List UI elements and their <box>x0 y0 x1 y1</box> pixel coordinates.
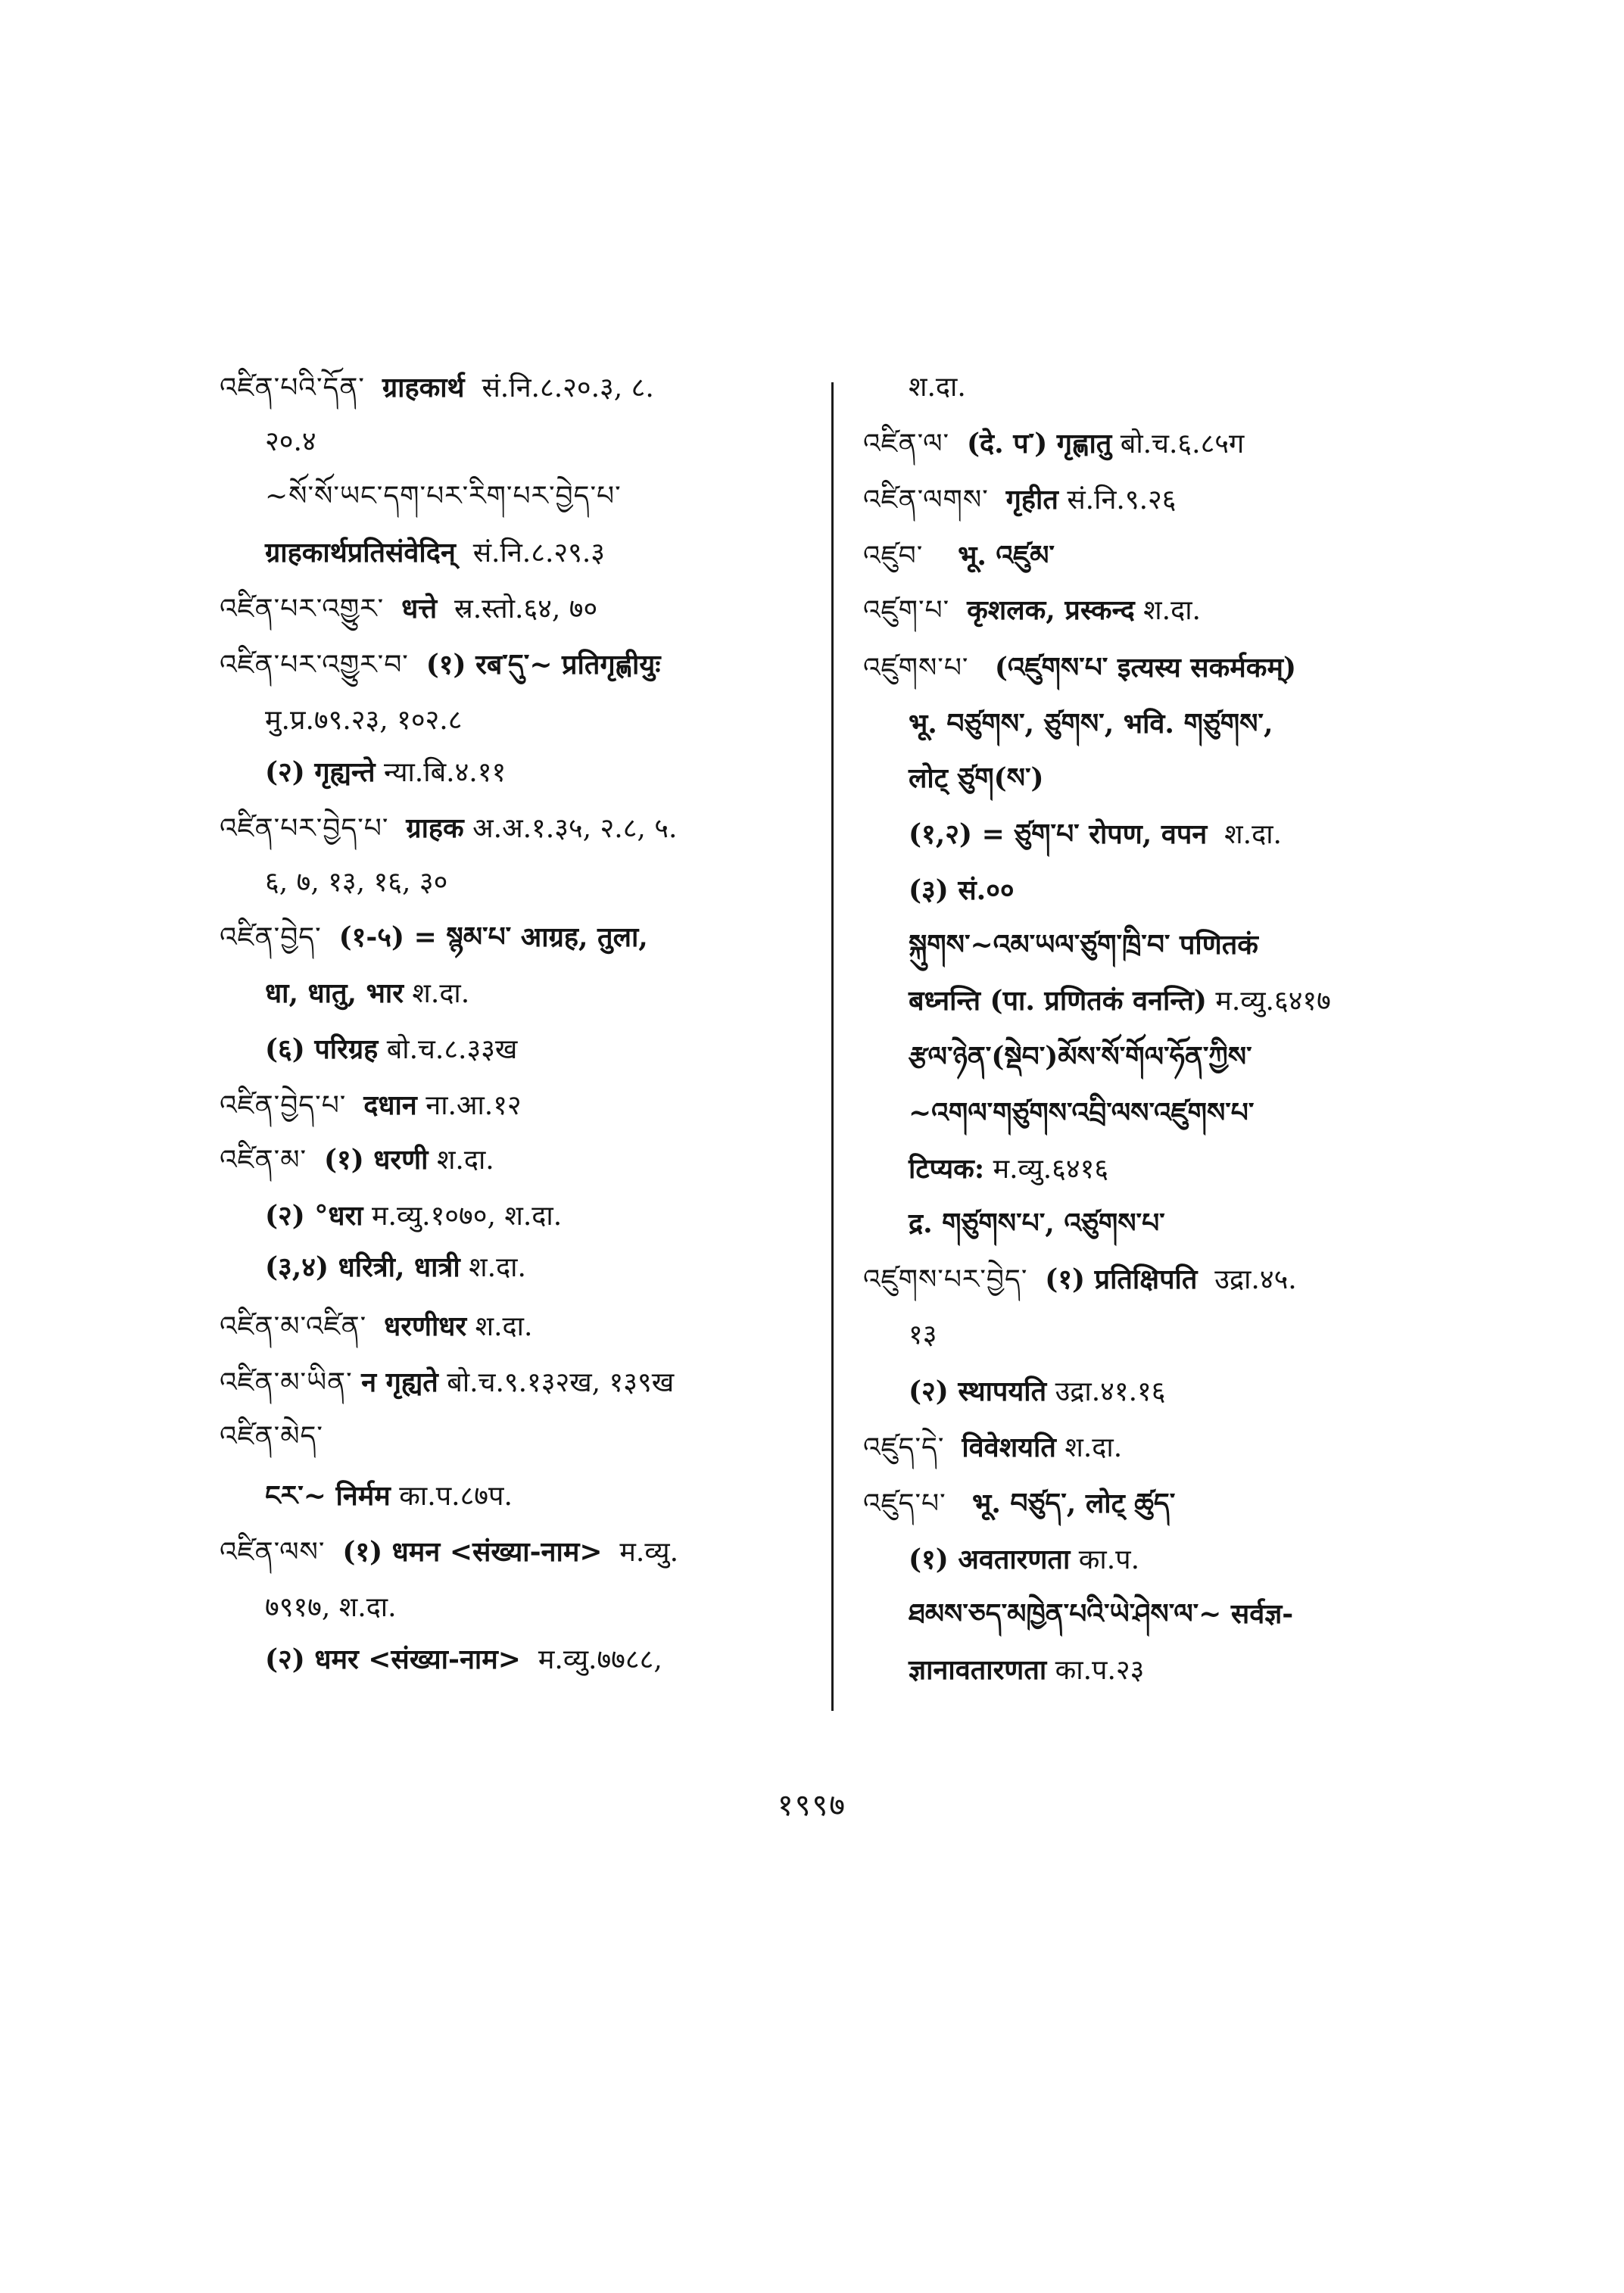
entry-gloss: (१-५) = སྙམ་པ་ आग्रह, तुला, <box>338 921 648 953</box>
entry-headword: འཛུབ་ <box>863 541 924 572</box>
entry-line <box>220 1199 562 1237</box>
entry-reference: १३ <box>909 1319 937 1351</box>
entry-gloss: न गृह्यते <box>361 1366 438 1398</box>
entry-reference: श.दा. <box>1224 819 1282 850</box>
entry-line <box>220 480 622 518</box>
entry-headword: འཛིན་མ་འཛིན་ <box>220 1311 367 1342</box>
entry-gloss: (འཛུགས་པ་ इत्यस्य सकर्मकम्) <box>994 652 1297 684</box>
entry-gloss: टिप्यक: <box>909 1153 985 1185</box>
entry-line <box>863 371 966 409</box>
entry-subhead: ~སོ་སོ་ཡང་དག་པར་རིག་པར་བྱེད་པ་ <box>265 481 622 512</box>
entry-gloss: धत्ते <box>401 593 438 625</box>
entry-line <box>863 594 1201 631</box>
entry-gloss: རྩལ་ཉེན་(སྡེབ་)མོས་སོ་གོལ་ཧོན་ཀྱིས་ <box>909 1041 1252 1073</box>
entry-gloss: (२) धमर <संख्या-नाम> <box>265 1643 521 1675</box>
entry-headword: འཛིན་བྱེད་ <box>220 922 322 953</box>
entry-gloss: (३,४) धरित्री, धात्री <box>265 1251 460 1283</box>
entry-line <box>863 762 1044 799</box>
entry-line <box>220 1591 397 1629</box>
entry-line <box>220 1089 522 1126</box>
column-divider <box>831 382 834 1711</box>
entry-gloss: ग्राहकार्थप्रतिसंवेदिन् <box>265 537 456 569</box>
entry-line <box>220 371 654 409</box>
entry-reference: सं.नि.८.२९.३ <box>472 537 606 569</box>
entry-reference: ६, ७, १३, १६, ३० <box>265 867 448 898</box>
entry-gloss: (२) स्थापयति <box>909 1375 1047 1407</box>
entry-line <box>220 1479 513 1517</box>
entry-headword: འཛིན་པར་བྱེད་པ་ <box>220 813 389 844</box>
entry-gloss: སྐུགས་~འམ་ཡལ་ཙུག་ཁྲི་བ་ पणितकं <box>909 929 1258 961</box>
entry-line <box>863 539 1055 577</box>
entry-gloss: दधान <box>363 1089 417 1121</box>
entry-reference: का.प.२३ <box>1055 1655 1145 1686</box>
entry-gloss: ཐམས་ཅད་མཁྱེན་པའི་ཡེ་ཤེས་ལ་~ सर्वज्ञ- <box>909 1598 1294 1630</box>
entry-gloss: लोट् ཙུག(ས་) <box>909 762 1044 794</box>
entry-line <box>863 818 1282 855</box>
entry-headword: འཛིན་ལས་ <box>220 1537 326 1568</box>
entry-reference: मु.प्र.७९.२३, १०२.८ <box>265 705 463 736</box>
entry-headword: འཛིན་མ་ <box>220 1145 307 1176</box>
entry-reference: सं.नि.९.२६ <box>1067 484 1177 516</box>
entry-line <box>863 483 1176 521</box>
entry-line <box>863 874 1015 911</box>
entry-line <box>863 984 1331 1022</box>
entry-reference: म.व्यु. <box>619 1537 679 1568</box>
entry-reference: म.व्यु.१०७०, श.दा. <box>371 1201 563 1232</box>
entry-line <box>220 1366 674 1404</box>
page-number: १९९७ <box>777 1788 847 1823</box>
entry-headword: འཛིན་ལགས་ <box>863 484 989 516</box>
entry-gloss: (१) धमन <संख्या-नाम> <box>342 1536 603 1568</box>
entry-gloss: ངར་~ निर्मम <box>265 1480 391 1512</box>
entry-line <box>220 1420 323 1458</box>
entry-reference: श.दा. <box>412 978 470 1009</box>
entry-gloss: (३) सं.०० <box>909 874 1015 906</box>
entry-reference: श.दा. <box>1064 1432 1123 1463</box>
entry-line <box>863 1096 1254 1134</box>
entry-headword: འཛུག་པ་ <box>863 595 950 626</box>
entry-headword: འཛིན་མེད་ <box>220 1421 323 1452</box>
entry-headword: འཛུད་པ་ <box>863 1488 946 1519</box>
entry-gloss: (दे. प་) गृह्णातु <box>967 428 1112 460</box>
entry-headword: འཛུགས་པ་ <box>863 653 969 684</box>
entry-line <box>220 536 605 574</box>
entry-headword: འཛིན་པའི་དོན་ <box>220 372 365 403</box>
entry-line <box>220 921 648 958</box>
entry-gloss: धा, धातु, भार <box>265 977 404 1009</box>
entry-gloss: बध्नन्ति (पा. प्रणितकं वनन्ति) <box>909 985 1207 1017</box>
entry-line <box>220 425 316 463</box>
entry-line <box>220 1643 662 1681</box>
entry-reference: स्र.स्तो.६४, ७० <box>454 594 598 625</box>
entry-line <box>220 1033 517 1070</box>
entry-reference: न्या.बि.४.११ <box>383 757 507 788</box>
entry-reference: सं.नि.८.२०.३, ८. <box>482 372 654 403</box>
entry-gloss: (२) °धरा <box>265 1200 363 1232</box>
entry-gloss: ग्राहक <box>406 812 464 844</box>
entry-line <box>220 1535 678 1573</box>
entry-headword: འཛུད་དེ་ <box>863 1432 945 1463</box>
entry-gloss: भू. འཛུམ་ <box>958 540 1055 572</box>
entry-line <box>220 704 462 742</box>
entry-headword: འཛུགས་པར་བྱེད་ <box>863 1264 1028 1295</box>
entry-line <box>863 1375 1166 1413</box>
entry-reference: अ.अ.१.३५, २.८, ५. <box>472 813 678 844</box>
entry-headword: འཛིན་མ་ཡིན་ <box>220 1367 353 1398</box>
entry-line <box>863 928 1258 966</box>
entry-gloss: (६) परिग्रह <box>265 1033 379 1065</box>
entry-line <box>220 1143 494 1181</box>
entry-line <box>220 977 469 1014</box>
entry-reference: म.व्यु.६४१६ <box>993 1154 1109 1185</box>
entry-line <box>863 707 1273 745</box>
entry-gloss: भू. བཙུད་, लोट् ཚུད་ <box>972 1488 1176 1519</box>
entry-gloss: गृहीत <box>1005 484 1058 516</box>
entry-reference: श.दा. <box>1143 595 1201 626</box>
entry-reference: बो.च.९.१३२ख, १३९ख <box>447 1367 675 1398</box>
entry-line <box>863 1207 1165 1245</box>
entry-gloss: ग्राहकार्थ <box>382 372 465 403</box>
entry-line <box>863 1152 1108 1190</box>
entry-line <box>220 756 506 793</box>
entry-line <box>863 1543 1139 1581</box>
entry-reference: म.व्यु.६४१७ <box>1215 986 1331 1017</box>
entry-headword: འཛིན་པར་འགྱུར་ <box>220 594 385 625</box>
entry-gloss: (१) अवतारणता <box>909 1544 1071 1575</box>
entry-reference: ना.आ.१२ <box>425 1090 522 1121</box>
entry-line <box>220 812 677 849</box>
entry-line <box>863 1319 937 1357</box>
entry-reference: श.दा. <box>469 1252 526 1283</box>
entry-headword: འཛིན་པར་འགྱུར་བ་ <box>220 650 409 681</box>
entry-line <box>863 1653 1144 1691</box>
entry-line <box>220 1310 532 1347</box>
entry-gloss: कृशलक, प्रस्कन्द <box>967 594 1135 626</box>
entry-headword: འཛིན་ལ་ <box>863 428 950 460</box>
entry-reference: श.दा. <box>475 1311 533 1342</box>
entry-line <box>220 592 597 630</box>
entry-gloss: (१) रब་དུ་~ प्रतिगृह्णीयुः <box>425 649 661 681</box>
entry-reference: का.प.८७प. <box>399 1481 513 1512</box>
entry-line <box>863 1597 1293 1635</box>
entry-line <box>863 427 1244 465</box>
entry-line <box>863 1487 1175 1525</box>
entry-line <box>863 1431 1122 1469</box>
entry-reference: का.प. <box>1078 1544 1140 1575</box>
entry-line <box>220 1251 526 1288</box>
entry-reference: बो.च.८.३३ख <box>386 1034 518 1065</box>
entry-line <box>220 866 447 904</box>
entry-gloss: ज्ञानावतारणता <box>909 1654 1047 1686</box>
entry-reference: श.दा. <box>909 372 966 403</box>
entry-gloss: ~འགལ་གཙུགས་འབྲི་ལས་འཛུགས་པ་ <box>909 1097 1255 1129</box>
entry-gloss: विवेशयति <box>962 1432 1056 1463</box>
entry-gloss: (१,२) = ཙུག་པ་ रोपण, वपन <box>909 818 1208 850</box>
entry-reference: श.दा. <box>436 1145 494 1176</box>
entry-reference: उद्रा.४५. <box>1214 1264 1297 1295</box>
entry-gloss: भू. བཙུགས་, ཙུགས་, भवि. གཙུགས་, <box>909 708 1273 740</box>
entry-reference: बो.च.६.८५ग <box>1120 428 1245 460</box>
entry-gloss: (१) धरणी <box>323 1144 429 1176</box>
entry-line <box>863 651 1296 689</box>
entry-gloss: (२) गृह्यन्ते <box>265 756 376 788</box>
entry-reference: ७९१७, श.दा. <box>265 1592 397 1623</box>
entry-line <box>220 648 661 686</box>
entry-gloss: द्र. གཙུགས་པ་, འཙུགས་པ་ <box>909 1207 1165 1239</box>
entry-reference: २०.४ <box>265 426 316 457</box>
entry-reference: उद्रा.४१.१६ <box>1055 1376 1166 1407</box>
entry-headword: འཛིན་བྱེད་པ་ <box>220 1090 347 1121</box>
entry-line <box>863 1040 1252 1078</box>
entry-gloss: (१) प्रतिक्षिपति <box>1045 1263 1198 1295</box>
entry-line <box>863 1263 1297 1301</box>
entry-gloss: धरणीधर <box>384 1310 467 1342</box>
entry-reference: म.व्यु.७७८८, <box>538 1644 662 1675</box>
